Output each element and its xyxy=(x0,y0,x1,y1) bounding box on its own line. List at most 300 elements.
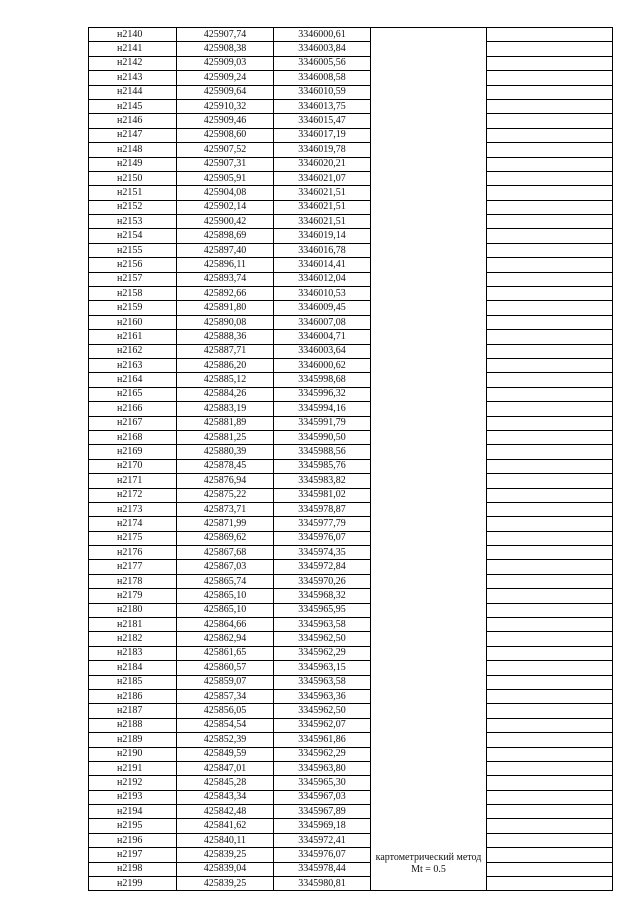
x-coordinate-cell: 425859,07 xyxy=(177,675,274,689)
point-id-cell: н2147 xyxy=(89,128,177,142)
table-row xyxy=(89,430,613,444)
y-coordinate-cell: 3346005,56 xyxy=(274,56,371,70)
x-coordinate-cell: 425908,38 xyxy=(177,42,274,56)
x-coordinate-cell: 425891,80 xyxy=(177,301,274,315)
point-id-cell: н2173 xyxy=(89,502,177,516)
x-coordinate-cell: 425885,12 xyxy=(177,373,274,387)
empty-cell xyxy=(487,301,613,315)
empty-cell xyxy=(487,387,613,401)
y-coordinate-cell: 3346000,62 xyxy=(274,358,371,372)
table-row xyxy=(89,402,613,416)
point-id-cell: н2153 xyxy=(89,215,177,229)
y-coordinate-cell: 3345998,68 xyxy=(274,373,371,387)
point-id-cell: н2188 xyxy=(89,718,177,732)
table-row xyxy=(89,531,613,545)
empty-cell xyxy=(487,733,613,747)
x-coordinate-cell: 425875,22 xyxy=(177,488,274,502)
table-row xyxy=(89,776,613,790)
table-row xyxy=(89,632,613,646)
x-coordinate-cell: 425839,25 xyxy=(177,877,274,891)
empty-cell xyxy=(487,258,613,272)
point-id-cell: н2174 xyxy=(89,517,177,531)
x-coordinate-cell: 425867,03 xyxy=(177,560,274,574)
table-row xyxy=(89,560,613,574)
empty-cell xyxy=(487,589,613,603)
point-id-cell: н2148 xyxy=(89,143,177,157)
y-coordinate-cell: 3345967,89 xyxy=(274,805,371,819)
x-coordinate-cell: 425890,08 xyxy=(177,315,274,329)
y-coordinate-cell: 3346010,53 xyxy=(274,287,371,301)
empty-cell xyxy=(487,330,613,344)
y-coordinate-cell: 3345963,58 xyxy=(274,675,371,689)
table-row xyxy=(89,373,613,387)
empty-cell xyxy=(487,661,613,675)
point-id-cell: н2145 xyxy=(89,99,177,113)
empty-cell xyxy=(487,646,613,660)
empty-cell xyxy=(487,848,613,862)
empty-cell xyxy=(487,718,613,732)
x-coordinate-cell: 425878,45 xyxy=(177,459,274,473)
empty-cell xyxy=(487,430,613,444)
point-id-cell: н2154 xyxy=(89,229,177,243)
table-row xyxy=(89,459,613,473)
y-coordinate-cell: 3346009,45 xyxy=(274,301,371,315)
x-coordinate-cell: 425886,20 xyxy=(177,358,274,372)
empty-cell xyxy=(487,143,613,157)
coordinates-table xyxy=(88,27,613,891)
y-coordinate-cell: 3346021,51 xyxy=(274,186,371,200)
table-row xyxy=(89,805,613,819)
table-row xyxy=(89,315,613,329)
point-id-cell: н2162 xyxy=(89,344,177,358)
x-coordinate-cell: 425909,24 xyxy=(177,71,274,85)
y-coordinate-cell: 3345961,86 xyxy=(274,733,371,747)
empty-cell xyxy=(487,603,613,617)
y-coordinate-cell: 3346010,59 xyxy=(274,85,371,99)
point-id-cell: н2186 xyxy=(89,689,177,703)
empty-cell xyxy=(487,833,613,847)
y-coordinate-cell: 3345967,03 xyxy=(274,790,371,804)
point-id-cell: н2176 xyxy=(89,546,177,560)
point-id-cell: н2165 xyxy=(89,387,177,401)
table-row xyxy=(89,474,613,488)
table-row xyxy=(89,833,613,847)
x-coordinate-cell: 425907,31 xyxy=(177,157,274,171)
point-id-cell: н2151 xyxy=(89,186,177,200)
x-coordinate-cell: 425910,32 xyxy=(177,99,274,113)
empty-cell xyxy=(487,459,613,473)
empty-cell xyxy=(487,546,613,560)
table-row xyxy=(89,301,613,315)
x-coordinate-cell: 425893,74 xyxy=(177,272,274,286)
x-coordinate-cell: 425904,08 xyxy=(177,186,274,200)
table-row xyxy=(89,862,613,876)
point-id-cell: н2152 xyxy=(89,200,177,214)
table-row xyxy=(89,215,613,229)
table-row xyxy=(89,28,613,42)
y-coordinate-cell: 3345985,76 xyxy=(274,459,371,473)
point-id-cell: н2178 xyxy=(89,574,177,588)
y-coordinate-cell: 3346000,61 xyxy=(274,28,371,42)
x-coordinate-cell: 425857,34 xyxy=(177,689,274,703)
empty-cell xyxy=(487,761,613,775)
point-id-cell: н2140 xyxy=(89,28,177,42)
point-id-cell: н2169 xyxy=(89,445,177,459)
table-row xyxy=(89,344,613,358)
y-coordinate-cell: 3345990,50 xyxy=(274,430,371,444)
x-coordinate-cell: 425907,52 xyxy=(177,143,274,157)
x-coordinate-cell: 425839,04 xyxy=(177,862,274,876)
point-id-cell: н2177 xyxy=(89,560,177,574)
point-id-cell: н2187 xyxy=(89,704,177,718)
empty-cell xyxy=(487,618,613,632)
x-coordinate-cell: 425843,34 xyxy=(177,790,274,804)
empty-cell xyxy=(487,819,613,833)
empty-cell xyxy=(487,157,613,171)
table-row xyxy=(89,718,613,732)
empty-cell xyxy=(487,85,613,99)
empty-cell xyxy=(487,704,613,718)
y-coordinate-cell: 3345988,56 xyxy=(274,445,371,459)
point-id-cell: н2170 xyxy=(89,459,177,473)
table-row xyxy=(89,502,613,516)
y-coordinate-cell: 3345963,58 xyxy=(274,618,371,632)
table-row xyxy=(89,661,613,675)
point-id-cell: н2184 xyxy=(89,661,177,675)
table-row xyxy=(89,99,613,113)
x-coordinate-cell: 425881,25 xyxy=(177,430,274,444)
point-id-cell: н2194 xyxy=(89,805,177,819)
table-row xyxy=(89,603,613,617)
x-coordinate-cell: 425840,11 xyxy=(177,833,274,847)
empty-cell xyxy=(487,445,613,459)
x-coordinate-cell: 425892,66 xyxy=(177,287,274,301)
empty-cell xyxy=(487,416,613,430)
empty-cell xyxy=(487,287,613,301)
y-coordinate-cell: 3345978,44 xyxy=(274,862,371,876)
x-coordinate-cell: 425902,14 xyxy=(177,200,274,214)
x-coordinate-cell: 425876,94 xyxy=(177,474,274,488)
table-row xyxy=(89,790,613,804)
y-coordinate-cell: 3345962,50 xyxy=(274,632,371,646)
empty-cell xyxy=(487,243,613,257)
table-row xyxy=(89,258,613,272)
empty-cell xyxy=(487,373,613,387)
table-row xyxy=(89,272,613,286)
point-id-cell: н2175 xyxy=(89,531,177,545)
y-coordinate-cell: 3346014,41 xyxy=(274,258,371,272)
y-coordinate-cell: 3346013,75 xyxy=(274,99,371,113)
point-id-cell: н2159 xyxy=(89,301,177,315)
x-coordinate-cell: 425860,57 xyxy=(177,661,274,675)
empty-cell xyxy=(487,114,613,128)
point-id-cell: н2199 xyxy=(89,877,177,891)
x-coordinate-cell: 425871,99 xyxy=(177,517,274,531)
point-id-cell: н2185 xyxy=(89,675,177,689)
table-row xyxy=(89,877,613,891)
table-row xyxy=(89,761,613,775)
y-coordinate-cell: 3345969,18 xyxy=(274,819,371,833)
empty-cell xyxy=(487,272,613,286)
x-coordinate-cell: 425839,25 xyxy=(177,848,274,862)
point-id-cell: н2193 xyxy=(89,790,177,804)
y-coordinate-cell: 3345962,07 xyxy=(274,718,371,732)
y-coordinate-cell: 3346007,08 xyxy=(274,315,371,329)
x-coordinate-cell: 425841,62 xyxy=(177,819,274,833)
y-coordinate-cell: 3345983,82 xyxy=(274,474,371,488)
point-id-cell: н2155 xyxy=(89,243,177,257)
table-row xyxy=(89,689,613,703)
y-coordinate-cell: 3346020,21 xyxy=(274,157,371,171)
empty-cell xyxy=(487,675,613,689)
empty-cell xyxy=(487,402,613,416)
empty-cell xyxy=(487,790,613,804)
x-coordinate-cell: 425880,39 xyxy=(177,445,274,459)
x-coordinate-cell: 425897,40 xyxy=(177,243,274,257)
y-coordinate-cell: 3345963,36 xyxy=(274,689,371,703)
point-id-cell: н2183 xyxy=(89,646,177,660)
table-row xyxy=(89,56,613,70)
point-id-cell: н2198 xyxy=(89,862,177,876)
x-coordinate-cell: 425856,05 xyxy=(177,704,274,718)
y-coordinate-cell: 3345976,07 xyxy=(274,848,371,862)
x-coordinate-cell: 425865,10 xyxy=(177,603,274,617)
x-coordinate-cell: 425869,62 xyxy=(177,531,274,545)
empty-cell xyxy=(487,56,613,70)
y-coordinate-cell: 3346021,07 xyxy=(274,171,371,185)
point-id-cell: н2195 xyxy=(89,819,177,833)
point-id-cell: н2167 xyxy=(89,416,177,430)
x-coordinate-cell: 425867,68 xyxy=(177,546,274,560)
empty-cell xyxy=(487,186,613,200)
y-coordinate-cell: 3345962,50 xyxy=(274,704,371,718)
x-coordinate-cell: 425862,94 xyxy=(177,632,274,646)
table-row xyxy=(89,747,613,761)
empty-cell xyxy=(487,42,613,56)
x-coordinate-cell: 425887,71 xyxy=(177,344,274,358)
empty-cell xyxy=(487,517,613,531)
empty-cell xyxy=(487,99,613,113)
empty-cell xyxy=(487,632,613,646)
point-id-cell: н2182 xyxy=(89,632,177,646)
empty-cell xyxy=(487,502,613,516)
point-id-cell: н2191 xyxy=(89,761,177,775)
point-id-cell: н2143 xyxy=(89,71,177,85)
point-id-cell: н2158 xyxy=(89,287,177,301)
empty-cell xyxy=(487,560,613,574)
point-id-cell: н2141 xyxy=(89,42,177,56)
empty-cell xyxy=(487,344,613,358)
y-coordinate-cell: 3346003,84 xyxy=(274,42,371,56)
table-row xyxy=(89,85,613,99)
x-coordinate-cell: 425881,89 xyxy=(177,416,274,430)
empty-cell xyxy=(487,200,613,214)
y-coordinate-cell: 3346015,47 xyxy=(274,114,371,128)
empty-cell xyxy=(487,315,613,329)
x-coordinate-cell: 425898,69 xyxy=(177,229,274,243)
y-coordinate-cell: 3345965,95 xyxy=(274,603,371,617)
y-coordinate-cell: 3345991,79 xyxy=(274,416,371,430)
table-row xyxy=(89,704,613,718)
empty-cell xyxy=(487,488,613,502)
table-row xyxy=(89,229,613,243)
y-coordinate-cell: 3345963,80 xyxy=(274,761,371,775)
point-id-cell: н2192 xyxy=(89,776,177,790)
y-coordinate-cell: 3346021,51 xyxy=(274,200,371,214)
x-coordinate-cell: 425865,10 xyxy=(177,589,274,603)
x-coordinate-cell: 425849,59 xyxy=(177,747,274,761)
empty-cell xyxy=(487,877,613,891)
y-coordinate-cell: 3346008,58 xyxy=(274,71,371,85)
table-row xyxy=(89,546,613,560)
table-row xyxy=(89,114,613,128)
empty-cell xyxy=(487,358,613,372)
y-coordinate-cell: 3345976,07 xyxy=(274,531,371,545)
empty-cell xyxy=(487,128,613,142)
table-row xyxy=(89,42,613,56)
table-row xyxy=(89,387,613,401)
y-coordinate-cell: 3345972,84 xyxy=(274,560,371,574)
point-id-cell: н2146 xyxy=(89,114,177,128)
coordinates-table-body xyxy=(89,28,613,891)
x-coordinate-cell: 425884,26 xyxy=(177,387,274,401)
point-id-cell: н2189 xyxy=(89,733,177,747)
y-coordinate-cell: 3345963,15 xyxy=(274,661,371,675)
table-row xyxy=(89,574,613,588)
table-row xyxy=(89,330,613,344)
y-coordinate-cell: 3345962,29 xyxy=(274,646,371,660)
point-id-cell: н2180 xyxy=(89,603,177,617)
y-coordinate-cell: 3346004,71 xyxy=(274,330,371,344)
point-id-cell: н2144 xyxy=(89,85,177,99)
x-coordinate-cell: 425883,19 xyxy=(177,402,274,416)
table-row xyxy=(89,517,613,531)
y-coordinate-cell: 3346021,51 xyxy=(274,215,371,229)
empty-cell xyxy=(487,689,613,703)
point-id-cell: н2181 xyxy=(89,618,177,632)
y-coordinate-cell: 3345981,02 xyxy=(274,488,371,502)
y-coordinate-cell: 3346016,78 xyxy=(274,243,371,257)
empty-cell xyxy=(487,71,613,85)
table-row xyxy=(89,157,613,171)
point-id-cell: н2190 xyxy=(89,747,177,761)
y-coordinate-cell: 3345978,87 xyxy=(274,502,371,516)
y-coordinate-cell: 3346017,19 xyxy=(274,128,371,142)
point-id-cell: н2157 xyxy=(89,272,177,286)
table-row xyxy=(89,200,613,214)
point-id-cell: н2197 xyxy=(89,848,177,862)
table-row xyxy=(89,848,613,862)
x-coordinate-cell: 425888,36 xyxy=(177,330,274,344)
table-row xyxy=(89,243,613,257)
point-id-cell: н2179 xyxy=(89,589,177,603)
table-row xyxy=(89,819,613,833)
table-row xyxy=(89,358,613,372)
x-coordinate-cell: 425861,65 xyxy=(177,646,274,660)
table-row xyxy=(89,675,613,689)
x-coordinate-cell: 425909,64 xyxy=(177,85,274,99)
y-coordinate-cell: 3345977,79 xyxy=(274,517,371,531)
y-coordinate-cell: 3345962,29 xyxy=(274,747,371,761)
x-coordinate-cell: 425873,71 xyxy=(177,502,274,516)
point-id-cell: н2164 xyxy=(89,373,177,387)
table-row xyxy=(89,589,613,603)
point-id-cell: н2149 xyxy=(89,157,177,171)
y-coordinate-cell: 3346012,04 xyxy=(274,272,371,286)
point-id-cell: н2161 xyxy=(89,330,177,344)
table-row xyxy=(89,646,613,660)
empty-cell xyxy=(487,229,613,243)
y-coordinate-cell: 3345994,16 xyxy=(274,402,371,416)
empty-cell xyxy=(487,862,613,876)
table-row xyxy=(89,416,613,430)
y-coordinate-cell: 3345972,41 xyxy=(274,833,371,847)
point-id-cell: н2163 xyxy=(89,358,177,372)
point-id-cell: н2156 xyxy=(89,258,177,272)
x-coordinate-cell: 425854,54 xyxy=(177,718,274,732)
x-coordinate-cell: 425852,39 xyxy=(177,733,274,747)
method-cell: картометрический метод Mt = 0.5 xyxy=(371,28,487,891)
empty-cell xyxy=(487,171,613,185)
y-coordinate-cell: 3345968,32 xyxy=(274,589,371,603)
empty-cell xyxy=(487,215,613,229)
x-coordinate-cell: 425845,28 xyxy=(177,776,274,790)
table-row xyxy=(89,733,613,747)
empty-cell xyxy=(487,28,613,42)
empty-cell xyxy=(487,574,613,588)
x-coordinate-cell: 425909,46 xyxy=(177,114,274,128)
x-coordinate-cell: 425907,74 xyxy=(177,28,274,42)
table-row xyxy=(89,71,613,85)
empty-cell xyxy=(487,805,613,819)
point-id-cell: н2160 xyxy=(89,315,177,329)
table-row xyxy=(89,488,613,502)
x-coordinate-cell: 425900,42 xyxy=(177,215,274,229)
empty-cell xyxy=(487,474,613,488)
table-row xyxy=(89,143,613,157)
empty-cell xyxy=(487,776,613,790)
y-coordinate-cell: 3346019,14 xyxy=(274,229,371,243)
table-row xyxy=(89,445,613,459)
x-coordinate-cell: 425842,48 xyxy=(177,805,274,819)
point-id-cell: н2168 xyxy=(89,430,177,444)
x-coordinate-cell: 425909,03 xyxy=(177,56,274,70)
y-coordinate-cell: 3345974,35 xyxy=(274,546,371,560)
x-coordinate-cell: 425896,11 xyxy=(177,258,274,272)
y-coordinate-cell: 3345980,81 xyxy=(274,877,371,891)
point-id-cell: н2172 xyxy=(89,488,177,502)
point-id-cell: н2171 xyxy=(89,474,177,488)
x-coordinate-cell: 425908,60 xyxy=(177,128,274,142)
table-row xyxy=(89,171,613,185)
x-coordinate-cell: 425905,91 xyxy=(177,171,274,185)
table-row xyxy=(89,287,613,301)
x-coordinate-cell: 425847,01 xyxy=(177,761,274,775)
y-coordinate-cell: 3346019,78 xyxy=(274,143,371,157)
point-id-cell: н2166 xyxy=(89,402,177,416)
y-coordinate-cell: 3345965,30 xyxy=(274,776,371,790)
table-row xyxy=(89,128,613,142)
y-coordinate-cell: 3346003,64 xyxy=(274,344,371,358)
point-id-cell: н2142 xyxy=(89,56,177,70)
point-id-cell: н2196 xyxy=(89,833,177,847)
x-coordinate-cell: 425864,66 xyxy=(177,618,274,632)
empty-cell xyxy=(487,531,613,545)
x-coordinate-cell: 425865,74 xyxy=(177,574,274,588)
y-coordinate-cell: 3345996,32 xyxy=(274,387,371,401)
empty-cell xyxy=(487,747,613,761)
y-coordinate-cell: 3345970,26 xyxy=(274,574,371,588)
